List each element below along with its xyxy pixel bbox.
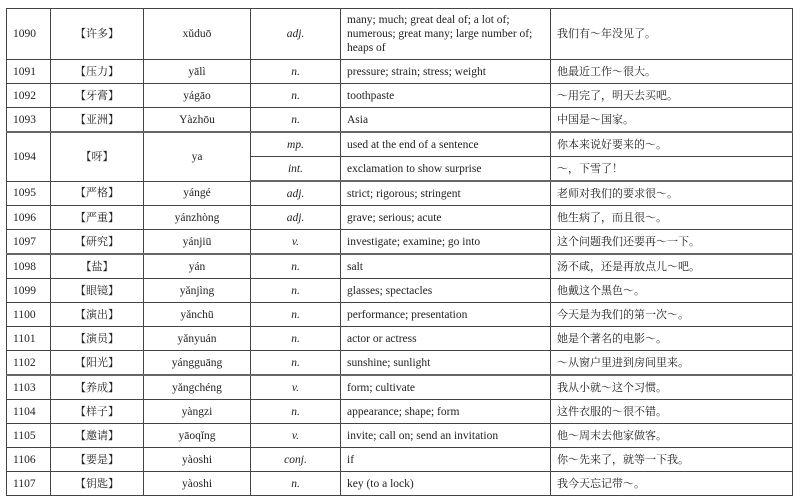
entry-number: 1095 (7, 181, 51, 206)
table-row (7, 400, 793, 424)
entry-example: 我们有～年没见了。 (551, 9, 793, 60)
table-row (7, 279, 793, 303)
entry-word: 【严格】 (51, 181, 144, 206)
entry-definition: investigate; examine; go into (341, 230, 551, 255)
entry-number: 1106 (7, 448, 51, 472)
entry-word: 【压力】 (51, 60, 144, 84)
entry-word: 【严重】 (51, 206, 144, 230)
table-row (7, 108, 793, 133)
entry-example: ～用完了，明天去买吧。 (551, 84, 793, 108)
entry-pinyin: yágāo (144, 84, 251, 108)
table-row (7, 84, 793, 108)
table-row (7, 132, 793, 157)
entry-definition: Asia (341, 108, 551, 133)
entry-definition: form; cultivate (341, 375, 551, 400)
entry-definition: invite; call on; send an invitation (341, 424, 551, 448)
entry-part-of-speech: mp. (251, 132, 341, 157)
entry-definition: used at the end of a sentence (341, 132, 551, 157)
entry-pinyin: yǎnjìng (144, 279, 251, 303)
entry-part-of-speech: n. (251, 84, 341, 108)
entry-definition: sunshine; sunlight (341, 351, 551, 376)
entry-part-of-speech: n. (251, 60, 341, 84)
entry-word: 【牙膏】 (51, 84, 144, 108)
entry-word: 【演出】 (51, 303, 144, 327)
entry-number: 1092 (7, 84, 51, 108)
entry-word: 【钥匙】 (51, 472, 144, 496)
entry-part-of-speech: v. (251, 375, 341, 400)
entry-number: 1101 (7, 327, 51, 351)
entry-pinyin: yǎnchū (144, 303, 251, 327)
entry-definition: if (341, 448, 551, 472)
entry-word: 【演员】 (51, 327, 144, 351)
table-row (7, 472, 793, 496)
entry-definition: many; much; great deal of; a lot of; numerous; great many; large number of; heaps of (341, 9, 551, 60)
entry-definition: grave; serious; acute (341, 206, 551, 230)
entry-word: 【呀】 (51, 132, 144, 181)
entry-example: 这个问题我们还要再～一下。 (551, 230, 793, 255)
entry-example: 他生病了，而且很～。 (551, 206, 793, 230)
entry-word: 【眼镜】 (51, 279, 144, 303)
entry-example: ～从窗户里进到房间里来。 (551, 351, 793, 376)
entry-word: 【养成】 (51, 375, 144, 400)
entry-part-of-speech: v. (251, 230, 341, 255)
vocabulary-table-body (7, 9, 793, 496)
entry-number: 1103 (7, 375, 51, 400)
entry-word: 【样子】 (51, 400, 144, 424)
entry-part-of-speech: n. (251, 303, 341, 327)
entry-definition: pressure; strain; stress; weight (341, 60, 551, 84)
table-row (7, 230, 793, 255)
entry-part-of-speech: adj. (251, 206, 341, 230)
entry-number: 1100 (7, 303, 51, 327)
entry-definition: key (to a lock) (341, 472, 551, 496)
entry-part-of-speech: adj. (251, 181, 341, 206)
vocabulary-table (6, 8, 793, 496)
entry-definition: toothpaste (341, 84, 551, 108)
entry-number: 1105 (7, 424, 51, 448)
entry-word: 【阳光】 (51, 351, 144, 376)
entry-pinyin: ya (144, 132, 251, 181)
entry-word: 【盐】 (51, 254, 144, 279)
table-row (7, 60, 793, 84)
entry-example: 今天是为我们的第一次～。 (551, 303, 793, 327)
table-row (7, 375, 793, 400)
entry-part-of-speech: v. (251, 424, 341, 448)
entry-word: 【研究】 (51, 230, 144, 255)
entry-word: 【要是】 (51, 448, 144, 472)
entry-word: 【亚洲】 (51, 108, 144, 133)
entry-example: 这件衣服的～很不错。 (551, 400, 793, 424)
entry-number: 1102 (7, 351, 51, 376)
entry-example: 我从小就～这个习惯。 (551, 375, 793, 400)
entry-number: 1107 (7, 472, 51, 496)
entry-definition: performance; presentation (341, 303, 551, 327)
entry-pinyin: yāoqǐng (144, 424, 251, 448)
entry-pinyin: xǔduō (144, 9, 251, 60)
entry-example: 中国是～国家。 (551, 108, 793, 133)
table-row (7, 327, 793, 351)
entry-example: 他戴这个黑色～。 (551, 279, 793, 303)
entry-word: 【许多】 (51, 9, 144, 60)
entry-pinyin: yángguāng (144, 351, 251, 376)
entry-part-of-speech: int. (251, 157, 341, 182)
entry-number: 1090 (7, 9, 51, 60)
entry-pinyin: yǎngchéng (144, 375, 251, 400)
entry-pinyin: Yàzhōu (144, 108, 251, 133)
entry-number: 1094 (7, 132, 51, 181)
entry-part-of-speech: n. (251, 279, 341, 303)
entry-definition: appearance; shape; form (341, 400, 551, 424)
entry-definition: exclamation to show surprise (341, 157, 551, 182)
entry-part-of-speech: n. (251, 472, 341, 496)
entry-definition: salt (341, 254, 551, 279)
table-row (7, 351, 793, 376)
entry-pinyin: yàoshi (144, 448, 251, 472)
table-row (7, 181, 793, 206)
entry-pinyin: yàoshi (144, 472, 251, 496)
table-row (7, 9, 793, 60)
entry-number: 1104 (7, 400, 51, 424)
entry-pinyin: yán (144, 254, 251, 279)
entry-example: 我今天忘记带～。 (551, 472, 793, 496)
table-row (7, 254, 793, 279)
entry-pinyin: yánjiū (144, 230, 251, 255)
table-row (7, 424, 793, 448)
entry-number: 1097 (7, 230, 51, 255)
entry-number: 1098 (7, 254, 51, 279)
entry-word: 【邀请】 (51, 424, 144, 448)
entry-part-of-speech: n. (251, 254, 341, 279)
entry-definition: strict; rigorous; stringent (341, 181, 551, 206)
entry-part-of-speech: adj. (251, 9, 341, 60)
entry-example: 老师对我们的要求很～。 (551, 181, 793, 206)
entry-pinyin: yǎnyuán (144, 327, 251, 351)
entry-example: 汤不咸，还是再放点儿～吧。 (551, 254, 793, 279)
entry-part-of-speech: n. (251, 400, 341, 424)
entry-example: 你本来说好要来的～。 (551, 132, 793, 157)
entry-number: 1093 (7, 108, 51, 133)
entry-part-of-speech: n. (251, 327, 341, 351)
entry-pinyin: yālì (144, 60, 251, 84)
entry-pinyin: yángé (144, 181, 251, 206)
table-row (7, 448, 793, 472)
entry-example: 他～周末去他家做客。 (551, 424, 793, 448)
entry-number: 1096 (7, 206, 51, 230)
entry-example: ～，下雪了！ (551, 157, 793, 182)
entry-example: 你～先来了，就等一下我。 (551, 448, 793, 472)
entry-example: 他最近工作～很大。 (551, 60, 793, 84)
table-row (7, 206, 793, 230)
entry-example: 她是个著名的电影～。 (551, 327, 793, 351)
entry-definition: actor or actress (341, 327, 551, 351)
entry-number: 1091 (7, 60, 51, 84)
entry-part-of-speech: n. (251, 108, 341, 133)
entry-part-of-speech: conj. (251, 448, 341, 472)
table-row (7, 303, 793, 327)
entry-number: 1099 (7, 279, 51, 303)
entry-definition: glasses; spectacles (341, 279, 551, 303)
entry-pinyin: yánzhòng (144, 206, 251, 230)
entry-pinyin: yàngzi (144, 400, 251, 424)
entry-part-of-speech: n. (251, 351, 341, 376)
